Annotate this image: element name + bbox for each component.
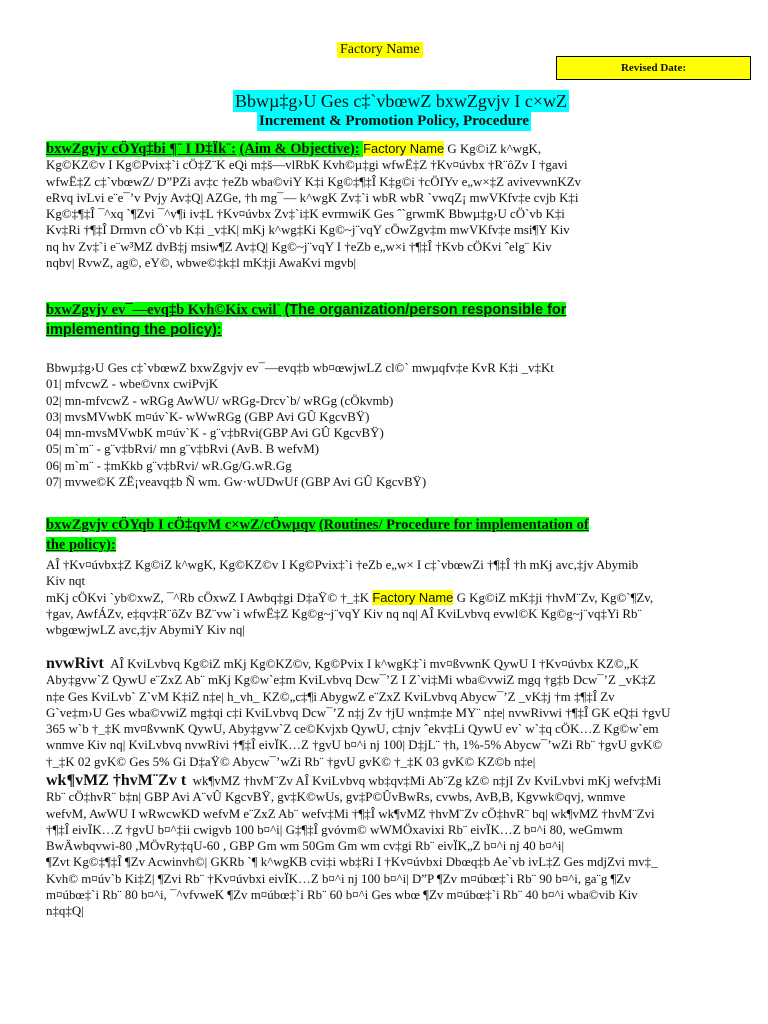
- committee-intro: Bbwµ‡g›U Ges c‡`vbœwZ bxwZgvjv ev¯—evq‡b wb¤œwjwLZ cl©` mwµqfv‡e KvR K‡i _v‡Kt: [46, 360, 554, 375]
- paragraph-line: BwÄwbqvwi-80 ,MÖvRy‡qU-60 , GBP Gm wm 50Gm Gm wm cv‡gi Rb¨ eivÏK„Z b¤^i nj 40 b¤^i|: [46, 838, 565, 854]
- paragraph-text: wk¶vMZ †hvM¨Zv AÎ KviLvbvq wb‡qv‡Mi Ab¨Zg kZ© n‡jI Zv KviLvbvi mKj wefv‡Mi: [192, 773, 662, 788]
- paragraph-line: G`ve‡m›U Ges wba©vwiZ mg‡qi c‡i KviLvbvq Dcw¯’Z n‡j Zv †jU wn‡m‡e MY¨ n‡e| nvwRivwi †¶‡Î GK eQ‡i †gvU: [46, 704, 671, 720]
- section1-heading-en: (Aim & Objective):: [239, 141, 360, 157]
- paragraph-line: m¤úbœ‡`i Rb¨ 80 b¤^i, ¯^vfvweK ¶Zv m¤úbœ‡`i Rb¨ 60 b¤^i Ges wbœ ¶Zv m¤úbœ‡`i Rb¨ 40 b¤^i wba©vib Kiv: [46, 887, 638, 903]
- paragraph-line: Kv‡Ri †¶‡Î Drmvn cÖ`vb K‡i _v‡K| mKj k^wg‡Ki Kg©~j¨vqY cÖwZgv‡m mwVKfv‡e msi¶Y Kiv: [46, 222, 570, 238]
- attendance-section: [46, 656, 696, 770]
- section2-heading-en-1: (The organization/person responsible for: [284, 302, 567, 318]
- paragraph-line: nqbv| RvwZ, ag©, eY©, wbwe©‡k‡l mK‡ji AwaKvi mgvb|: [46, 255, 357, 271]
- factory-name-header: Factory Name: [337, 42, 423, 58]
- education-term: wk¶vMZ †hvM¨Zv t: [46, 772, 187, 789]
- committee-member: 01| mfvcwZ - wbe©vnx cwiPvjK: [46, 376, 219, 392]
- revised-date-box: Revised Date:: [556, 56, 751, 80]
- paragraph-line: n‡e Ges KviLvb` Z`vM K‡iZ n‡e| h_vh_ KZ©„c‡¶i AbygwZ e¨ZxZ KviLvbvq Abycw¯’Z _vK‡j †m ‡¶‡Î Zv: [46, 688, 615, 704]
- paragraph-line: †gav, AwfÁZv, e‡qv‡R¨ôZv BZ¨vw`i wfwË‡Z Kg©g~j¨vqY Kiv nq nq| AÎ KviLvbvq evwl©K Kg©g~j¨vq‡Yi Rb¨: [46, 605, 642, 621]
- section1-heading: [46, 141, 363, 157]
- section3-heading: [46, 517, 589, 552]
- section3-heading-bn: bxwZgvjv cÖYqb I cÖ‡qvM c×wZ/cÖwµqv: [46, 517, 316, 533]
- committee-member: 07| mvwe©K ZË¡veavq‡b Ñ wm. Gw·wUDwUf (GBP Avi GÛ KgcvBŸ): [46, 474, 427, 490]
- section1-line1-rest: G Kg©iZ k^wgK,: [444, 141, 542, 156]
- section3-heading-en-2: the policy):: [46, 537, 116, 553]
- paragraph-line: wfwË‡Z c‡`vbœwZ/ D”PZi av‡c †eZb wba©viY K‡i Kg©‡¶‡Î K‡g©i †cÖIYv e„w×‡Z avivevwnKZv: [46, 173, 582, 189]
- factory-name-inline: Factory Name: [372, 589, 454, 605]
- section2-heading: [46, 302, 566, 337]
- section2-heading-bn: bxwZgvjv ev¯—evq‡b Kvh©Kix cwil`: [46, 302, 282, 318]
- paragraph-line: Kg©‡¶‡Î ¯^xq `¶Zvi ¯^v¶i iv‡L †Kv¤úvbx Zv‡`i‡K evrmwiK Ges ˆ`grwmK Bbwµ‡g›U cÖ`vb K‡i: [46, 206, 565, 222]
- factory-name-inline: Factory Name: [363, 141, 445, 156]
- committee-member: 06| m`m¨ - ‡mKkb g¨v‡bRvi/ wR.Gg/G.wR.Gg: [46, 457, 292, 473]
- paragraph-line: Aby‡gvw`Z QywU e¨ZxZ Ab¨ mKj Kg©w`e‡m KviLvbvq Dcw¯’Z I Z`vi‡Mi wba©vwiZ mgq †g‡b Dcw¯’Z _vK‡Z: [46, 672, 656, 688]
- committee-member: 04| mn-mvsMVwbK m¤úv`K - g¨v‡bRvi(GBP Avi GÛ KgcvBŸ): [46, 425, 384, 441]
- paragraph-line: Kg©KZ©v I Kg©Pvix‡`i cÖ‡Z¨K eQi m‡š—vlRbK Kvh©µ‡gi wfwË‡Z †Kv¤úvbx †R¨ôZv I †gavi: [46, 157, 568, 173]
- section3-heading-en-1: (Routines/ Procedure for implementation of: [318, 517, 589, 533]
- committee-member: 03| mvsMVwbK m¤úv`K- wWwRGg (GBP Avi GÛ KgcvBŸ): [46, 408, 370, 424]
- section2-heading-en-2: implementing the policy):: [46, 322, 222, 338]
- paragraph-line: nq hv Zv‡`i e¨w³MZ dvB‡j msiw¶Z Av‡Q| Kg©~j¨vqY I †eZb e„w×i †¶‡Î †Kvb cÖKvi ˆelg¨ Kiv: [46, 238, 552, 254]
- paragraph-line: n‡q‡Q|: [46, 903, 84, 919]
- procedure-body: [46, 557, 696, 638]
- committee-member: 02| mn-mfvcwZ - wRGg AwWU/ wRGg-Drcv`b/ wRGg (cÖkvmb): [46, 392, 394, 408]
- title-bangla: Bbwµ‡g›U Ges c‡`vbœwZ bxwZgvjv I c×wZ: [235, 91, 567, 111]
- paragraph-text: G Kg©iZ mK‡ji †hvM¨Zv, Kg©`¶Zv,: [453, 589, 654, 605]
- paragraph-line: 365 w`b †_‡K mv¤ßvwnK QywU, Aby‡gvw`Z ce©Kvjxb QywU, c‡njv ˆekv‡Li QywU ev` w`‡q cÖK…Z Kg©w`em: [46, 721, 659, 737]
- paragraph-line: ¶Zvt Kg©‡¶‡Î ¶Zv Acwinvh©| GKRb `¶ k^wgKB cvi‡i wb‡Ri I †Kv¤úvbxi Dbœq‡b Ae`vb ivL‡Z Ges mdjZvi mv‡_: [46, 854, 658, 870]
- paragraph-line: Rb¨ cÖ‡hvR¨ b‡n| GBP Avi A¨vÛ KgcvBŸ, gv‡K©wUs, gv‡P©ÛvBwRs, cvwbs, AvB,B, Kgvwk©qvj, wnmve: [46, 789, 626, 805]
- paragraph-line: eRvq ivLvi e¨e¯’v Pvjy Av‡Q| AZGe, †h mg¯— k^wgK Zv‡`i wbR wbR `vwqZ¡ mwVKfv‡e cvjb K‡i: [46, 189, 579, 205]
- paragraph-line: †¶‡Î eivÏK…Z †gvU b¤^‡ii cwigvb 100 b¤^i| G‡¶‡Î gvóvm© wWMÖxavixi Rb¨ eivÏK…Z b¤^i 80, weGmwm: [46, 821, 623, 837]
- committee-member: 05| m`m¨ - g¨v‡bRvi/ mn g¨v‡bRvi (AvB. B wefvM): [46, 441, 319, 457]
- paragraph-line: Kiv nqt: [46, 573, 86, 589]
- paragraph-text: mKj cÖKvi `yb©xwZ, ¯^Rb cÖxwZ I Awbq‡gi D‡aŸ© †_‡K: [46, 589, 373, 605]
- paragraph-line: wefvM, AwWU I wRwcwKD wefvM e¨ZxZ Ab¨ wefv‡Mi †¶‡Î wk¶vMZ †hvM¨Zv cÖ‡hvR¨ bq| wk¶vMZ †hvM¨Zvi: [46, 805, 655, 821]
- paragraph-line: Kvh© m¤úv`b Ki‡Z| ¶Zvi Rb¨ †Kv¤úvbxi eivÏK…Z b¤^i nj 100 b¤^i| D”P ¶Zv m¤úbœ‡`i Rb¨ 90 b¤^i, ga¨g ¶Zv: [46, 870, 631, 886]
- paragraph-line: wnmve Kiv nq| KviLvbvq nvwRivi †¶‡Î eivÏK…Z †gvU b¤^i nj 100| D‡jL¨ †h, 1%-5% Abycw¯’wZi Rb¨ †gvU gvK©: [46, 737, 663, 753]
- title-english: Increment & Promotion Policy, Procedure: [259, 113, 530, 129]
- attendance-term: nvwRivt: [46, 655, 104, 672]
- section-responsible-committee: [46, 300, 696, 340]
- committee-list: [46, 360, 696, 490]
- paragraph-line: wbgœwjwLZ avc,‡jv AbymiY Kiv nq|: [46, 622, 245, 638]
- section1-heading-bn: bxwZgvjv cÖYq‡bi ¶¨ I D‡Ïk¨:: [46, 141, 236, 157]
- paragraph-text: AÎ KviLvbvq Kg©iZ mKj Kg©KZ©v, Kg©Pvix I k^wgK‡`i mv¤ßvwnK QywU I †Kv¤úvbx KZ©„K: [110, 656, 639, 671]
- education-section: [46, 773, 696, 920]
- paragraph-line: AÎ †Kv¤úvbx‡Z Kg©iZ k^wgK, Kg©KZ©v I Kg©Pvix‡`i †eZb e„w× I c‡`vbœwZi †¶‡Î †h mKj avc,‡jv Abymib: [46, 557, 639, 572]
- paragraph-line: †_‡K 02 gvK© Ges 5% Gi D‡aŸ© Abycw¯’wZi Rb¨ †gvU gvK© †_‡K 03 gvK© KZ©b n‡e|: [46, 753, 536, 769]
- section-procedure: [46, 515, 696, 555]
- section-aim-objective: [46, 141, 696, 271]
